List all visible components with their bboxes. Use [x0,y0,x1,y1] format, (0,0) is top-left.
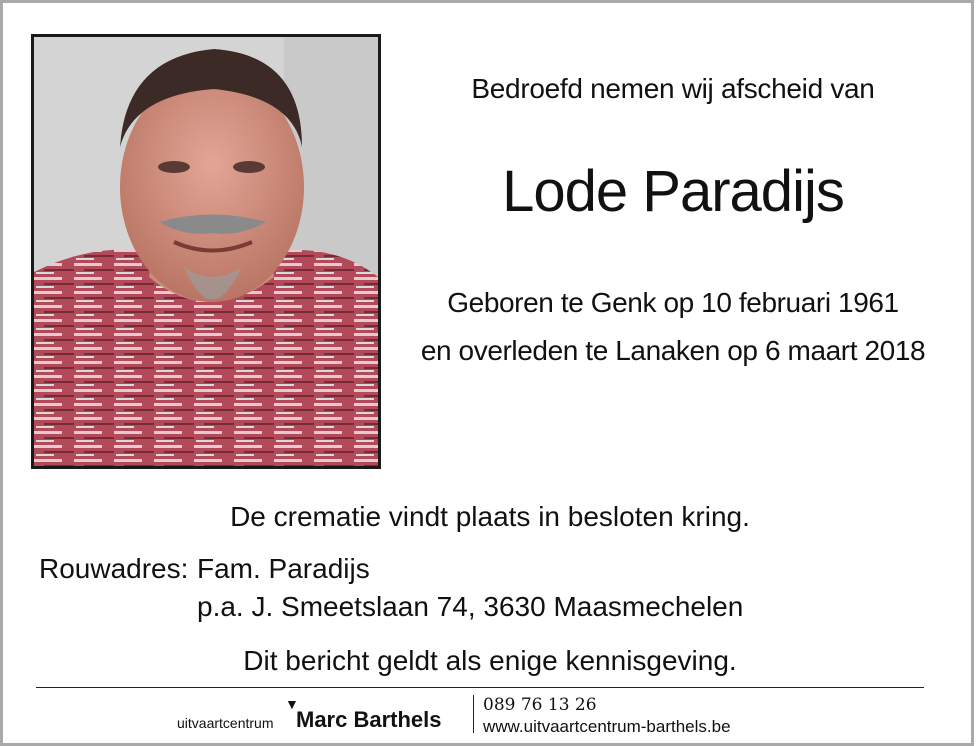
phone-number: 089 76 13 26 [483,695,597,715]
cremation-text: De crematie vindt plaats in besloten kring. [230,501,750,532]
triangle-down-icon: ▼ [285,696,299,712]
contact-divider [473,695,474,733]
birth-line: Geboren te Genk op 10 februari 1961 [447,287,899,318]
death-line: en overleden te Lanaken op 6 maart 2018 [420,335,926,366]
portrait-photo [31,34,381,469]
deceased-name: Lode Paradijs [502,159,844,224]
address-label: Rouwadres: [39,553,189,584]
address-name: Fam. Paradijs [197,553,370,584]
brand-name: Marc Barthels [296,707,442,732]
brand-prefix: uitvaartcentrum [177,715,274,731]
notice-text: Dit bericht geldt als enige kennisgeving. [243,645,737,676]
intro-text: Bedroefd nemen wij afscheid van [471,73,875,104]
footer-divider [36,687,924,688]
funeral-home-logo [177,697,477,741]
address-line: p.a. J. Smeetslaan 74, 3630 Maasmechelen [197,591,744,622]
website-link[interactable]: www.uitvaartcentrum-barthels.be [483,717,731,736]
